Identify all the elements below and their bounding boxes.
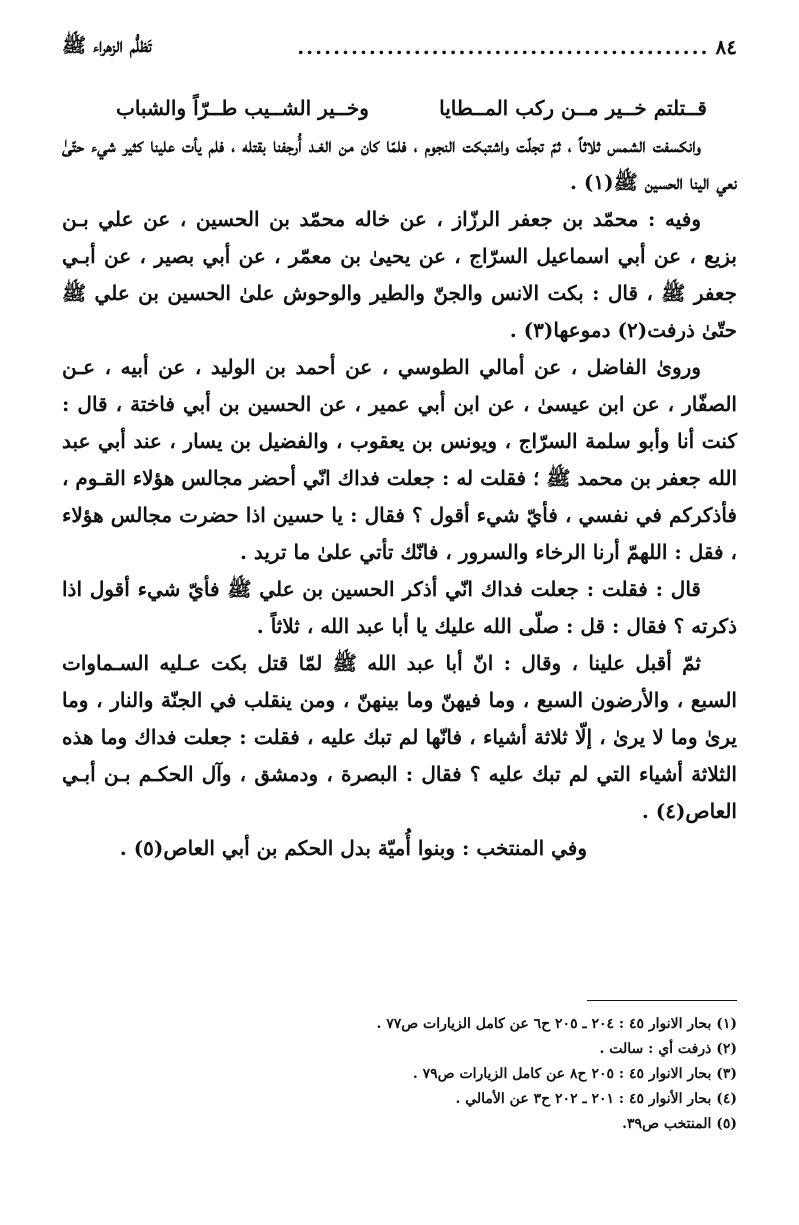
paragraph: قال : فقلت : جعلت فداك انّي أذكر الحسين بن علي ﷺ فأيّ شيء أقول اذا ذكرته ؟ فقال : قل : صلّى الله عليك يا أبا عبد الله ، ثلاثاً . [62,577,737,638]
page-number: ٨٤ [715,35,737,59]
footnote: (٢) ذرفت أي : سالت . [599,1041,737,1057]
footnote: (٥) المنتخب ص٣٩. [622,1116,737,1132]
paragraph: ثمّ أقبل علينا ، وقال : انّ أبا عبد الله ﷺ لمّا قتل بكت عـليه السـماوات السبع ، والأرضون السبع ، وما فيهنّ وما بينهنّ ، ومن ينقلب في الجنّة والنار ، وما یریٰ وما لا یریٰ ، إلّا ثلاثة أشياء ، فانّها لم تبك عليه ، فقلت : جعلت فداك وما هذه الثلاثة أشياء التي لم تبك عليه ؟ فقال : البصرة ، ودمشق ، وآل الحكـم بـن أبـي العاص(٤) . [62,651,737,823]
footnote: (١) بحار الانوار ٤٥ : ٢٠٤ ـ ٢٠٥ ح٦ عن كامل الزيارات ص٧٧ . [376,1016,737,1032]
footnote: (٣) بحار الانوار ٤٥ : ٢٠٥ ح٨ عن كامل الزيارات ص٧٩ . [412,1066,737,1082]
header-leader-dots: .............................................. [297,35,710,59]
main-text [62,90,737,867]
paragraph: وانكسفت الشمس ثلاثاً ، ثمّ تجلّت واشتبكت النجوم ، فلمّا كان من الغـد أُرجفنا بقتله ، فلم يأت علينا كثير شيء حتّىٰ نعي الينا الحسين ﷺ(١) . [62,133,737,194]
footnote-separator [587,1000,737,1001]
running-header [62,30,737,64]
paragraph: ورویٰ الفاضل ، عن أمالي الطوسي ، عن أحمد بن الوليد ، عن أبيه ، عـن الصفّار ، عن ابن عيسىٰ ، عن ابن أبي عمير ، عن الحسين بن أبي فاختة ، قال : كنت أنا وأبو سلمة السرّاج ، ويونس بن يعقوب ، والفضيل بن يسار ، عند أبي عبد الله جعفر بن محمد ﷺ ؛ فقلت له : جعلت فداك انّي أحضر مجالس هؤلاء القـوم ، فأذكركم في نفسي ، فأيّ شيء أقول ؟ فقال : يا حسين اذا حضرت مجالس هؤلاء ، فقل : اللهمّ أرنا الرخاء والسرور ، فانّك تأتي علىٰ ما تريد . [62,355,737,564]
paragraph: وفيه : محمّد بن جعفر الرزّاز ، عن خاله محمّد بن الحسين ، عن علي بـن بزيع ، عن أبي اسماعيل السرّاج ، عن يحيىٰ بن معمّر ، عن أبي بصير ، عن أبـي جعفر ﷺ ، قال : بكت الانس والجنّ والطير والوحوش علىٰ الحسين بن علي ﷺ حتّىٰ ذرفت(٢) دموعها(٣) . [62,207,737,342]
footnotes [62,1012,737,1137]
paragraph: وفي المنتخب : وبنوا أُميّة بدل الحكم بن أبي العاص(٥) . [119,836,587,860]
poem-verse [62,90,737,127]
verse-hemistich-first: قــتلتم خــير مــن ركب المــطايا [439,96,707,120]
book-title: تَظلُّم الزهراء ﷺ [62,32,152,57]
footnote: (٤) بحار الأنوار ٤٥ : ٢٠١ ـ ٢٠٢ ح٣ عن الأمالي . [455,1091,737,1107]
verse-hemistich-second: وخــير الشــيب طــرّاً والشباب [116,96,369,120]
